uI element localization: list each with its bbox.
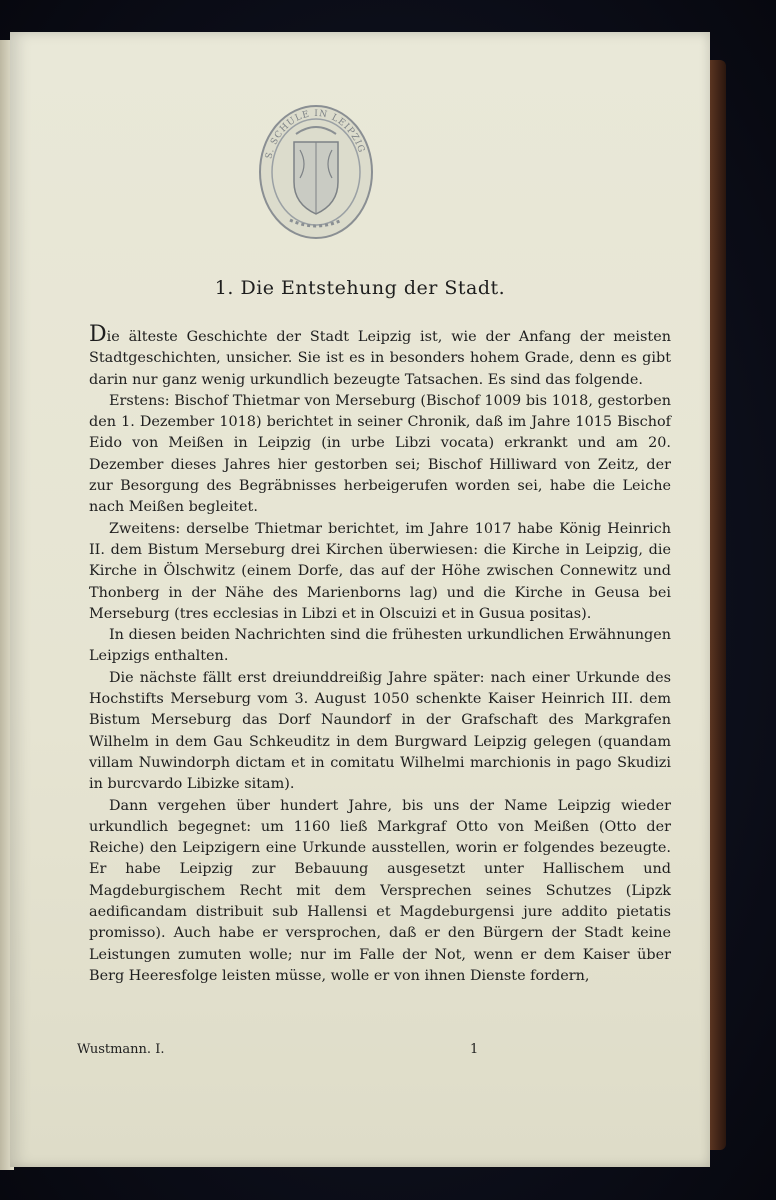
footer-signature: Wustmann. I. [77,1042,165,1057]
paragraph-text: ie älteste Geschichte der Stadt Leipzig ist, wie der Anfang der meisten Stadtgeschichten, unsicher. Sie ist es in besonders hohem Grade, denn es gibt darin nur ganz wenig urkundlich bezeugte Tatsachen. Es sind das folgende. [89,329,671,388]
paragraph-3: Zweitens: derselbe Thietmar berichtet, im Jahre 1017 habe König Heinrich II. dem Bistum Merseburg drei Kirchen überwiesen: die Kirche in Leipzig, die Kirche in Ölschwitz (einem Dorfe, das auf der Höhe zwischen Connewitz und Thonberg in der Nähe des Marienborns lag) und die Kirche in Geusa bei Merseburg (tres ecclesias in Libzi et in Olscuizi et in Gusua positas). [89,520,671,622]
paragraph-1 [89,322,671,391]
coat-of-arms-seal-icon [256,102,376,242]
seal-text: S. SCHULE IN LEIPZIG [264,108,367,160]
drop-cap: D [89,322,107,347]
chapter-heading: 1. Die Entstehung der Stadt. [214,277,506,299]
paragraph-4: In diesen beiden Nachrichten sind die frühesten urkundlichen Erwähnungen Leipzigs enthalten. [89,627,671,665]
chapter-body [89,322,671,987]
paragraph-6: Dann vergehen über hundert Jahre, bis uns der Name Leipzig wieder urkundlich begegnet: um 1160 ließ Markgraf Otto von Meißen (Otto der Reiche) den Leipzigern eine Urkunde ausstellen, worin er folgendes bezeugte. Er habe Leipzig zur Bebauung ausgesetzt unter Hallischem und Magdeburgischem Recht mit dem Versprechen seines Schutzes (Lipzk aedificandam distribuit sub Hallensi et Magdeburgensi jure addito pietatis promisso). Auch habe er versprochen, daß er den Bürgern der Stadt keine Leistungen zumuten wolle; nur im Falle der Not, wenn er dem Kaiser über Berg Heeresfolge leisten müsse, wolle er von ihnen Dienste fordern, [89,797,671,984]
paragraph-2: Erstens: Bischof Thietmar von Merseburg (Bischof 1009 bis 1018, gestorben den 1. Dezember 1018) berichtet in seiner Chronik, daß im Jahre 1015 Bischof Eido von Meißen in Leipzig (in urbe Libzi vocata) erkrankt und am 20. Dezember dieses Jahres hier gestorben sei; Bischof Hilliward von Zeitz, der zur Besorgung des Begräbnisses herbeigerufen worden sei, habe die Leiche nach Meißen begleitet. [89,392,671,516]
page-number: 1 [470,1042,479,1057]
book-page [10,32,710,1167]
paragraph-5: Die nächste fällt erst dreiunddreißig Jahre später: nach einer Urkunde des Hochstifts Merseburg vom 3. August 1050 schenkte Kaiser Heinrich III. dem Bistum Merseburg das Dorf Naundorf in der Grafschaft des Markgrafen Wilhelm in dem Gau Schkeuditz in dem Burgward Leipzig gelegen (quandam villam Nuwindorph dictam et in comitatu Wilhelmi marchionis in pago Skudizi in burcvardo Libizke sitam). [89,669,671,793]
